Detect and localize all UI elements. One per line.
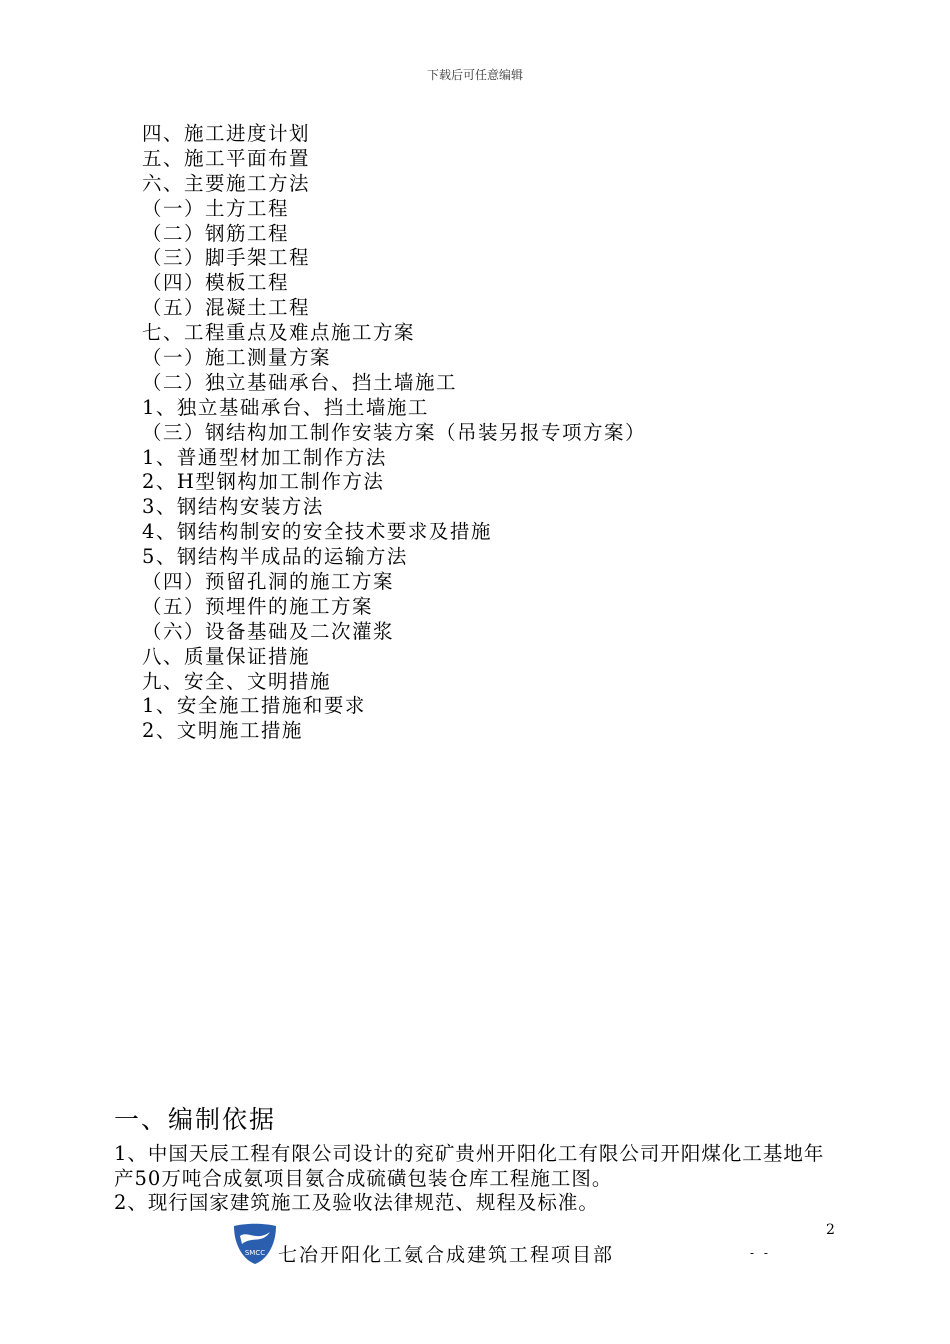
toc-item: 四、施工进度计划 bbox=[142, 122, 311, 145]
toc-item: （五）混凝土工程 bbox=[142, 296, 311, 320]
section-body bbox=[114, 1142, 834, 1216]
toc-item: 八、质量保证措施 bbox=[142, 644, 311, 668]
header-note: 下载后可任意编辑 bbox=[426, 68, 523, 82]
toc-item: （一）土方工程 bbox=[142, 196, 290, 220]
footer-project-name: 七冶开阳化工氨合成建筑工程项目部 bbox=[278, 1244, 615, 1266]
footer-dash: - - bbox=[750, 1246, 771, 1260]
toc-item: 3、钢结构安装方法 bbox=[142, 495, 324, 519]
toc-item: （三）脚手架工程 bbox=[142, 246, 311, 270]
toc-item: （四）预留孔洞的施工方案 bbox=[142, 570, 395, 594]
toc-item: 2、文明施工措施 bbox=[142, 719, 303, 743]
section-heading: 一、编制依据 bbox=[114, 1105, 277, 1134]
toc-item: 5、钢结构半成品的运输方法 bbox=[142, 545, 408, 569]
toc-item: （二）钢筋工程 bbox=[142, 221, 290, 245]
toc-item: 九、安全、文明措施 bbox=[142, 669, 332, 693]
toc-item: 七、工程重点及难点施工方案 bbox=[142, 321, 416, 345]
toc-item: （五）预埋件的施工方案 bbox=[142, 594, 374, 618]
table-of-contents bbox=[142, 122, 646, 744]
company-logo-icon bbox=[232, 1222, 278, 1266]
toc-item: （二）独立基础承台、挡土墙施工 bbox=[142, 370, 458, 394]
logo-lettering: SMCC bbox=[244, 1249, 266, 1257]
body-paragraph: 1、中国天辰工程有限公司设计的兖矿贵州开阳化工有限公司开阳煤化工基地年产50万吨合成氨项目氨合成硫磺包装仓库工程施工图。 bbox=[114, 1142, 825, 1190]
toc-item: 六、主要施工方法 bbox=[142, 171, 311, 195]
toc-item: 1、普通型材加工制作方法 bbox=[142, 445, 387, 469]
toc-item: （三）钢结构加工制作安装方案（吊装另报专项方案） bbox=[142, 420, 647, 444]
page-number: 2 bbox=[826, 1222, 835, 1238]
toc-item: 1、独立基础承台、挡土墙施工 bbox=[142, 395, 429, 419]
toc-item: （六）设备基础及二次灌浆 bbox=[142, 619, 395, 643]
toc-item: （一）施工测量方案 bbox=[142, 346, 332, 370]
toc-item: 1、安全施工措施和要求 bbox=[142, 694, 366, 718]
toc-item: 五、施工平面布置 bbox=[142, 146, 311, 170]
toc-item: （四）模板工程 bbox=[142, 271, 290, 295]
toc-item: 2、H型钢构加工制作方法 bbox=[142, 470, 385, 494]
toc-item: 4、钢结构制安的安全技术要求及措施 bbox=[142, 520, 492, 544]
body-paragraph: 2、现行国家建筑施工及验收法律规范、规程及标准。 bbox=[114, 1191, 599, 1214]
